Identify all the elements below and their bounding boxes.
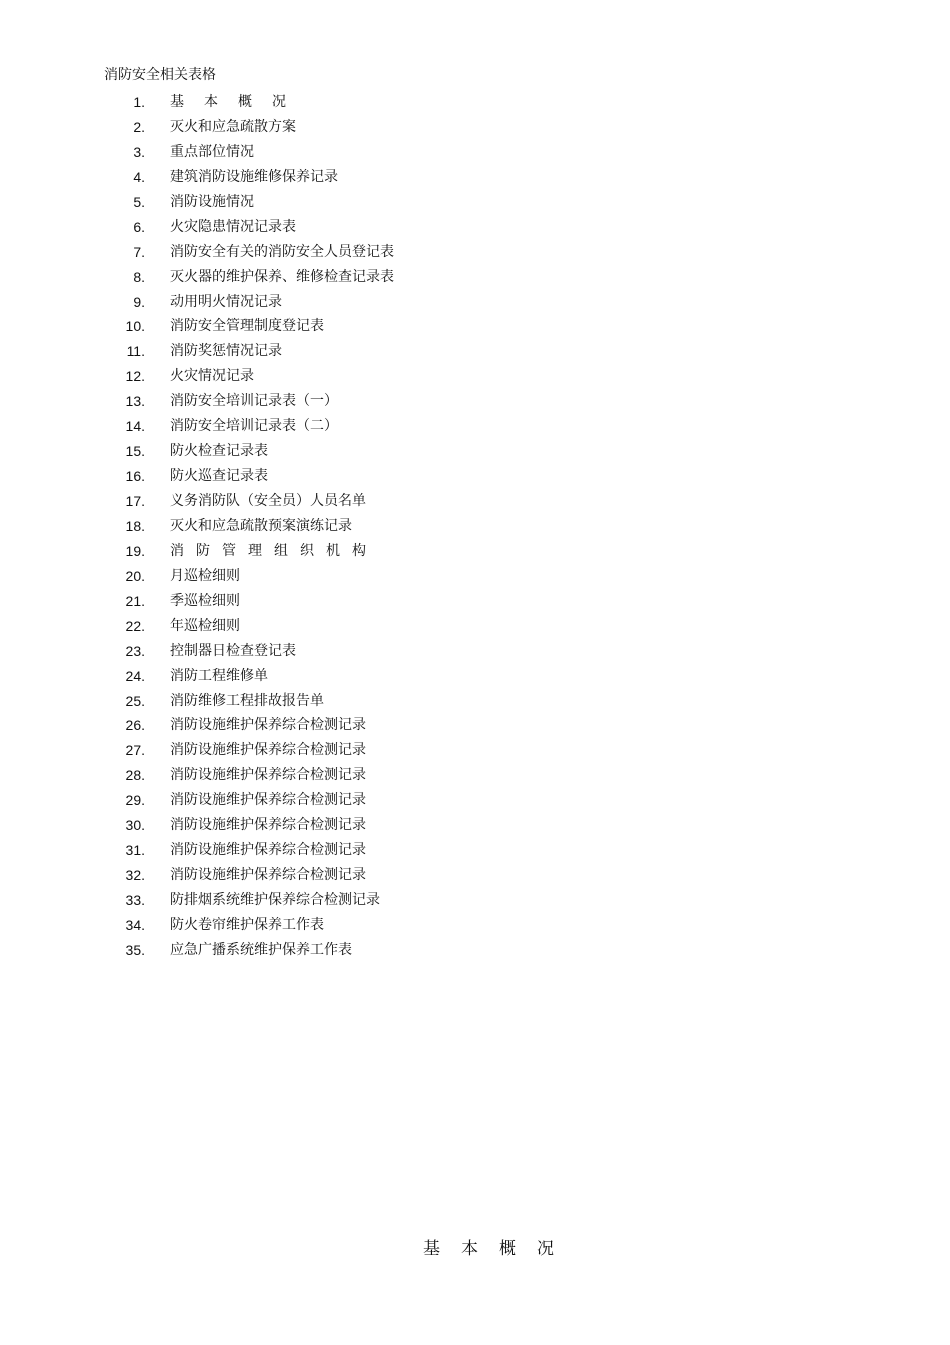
- item-text: 防排烟系统维护保养综合检测记录: [170, 892, 380, 908]
- item-text: 灭火和应急疏散预案演练记录: [170, 517, 352, 534]
- item-number: 14.: [125, 418, 145, 435]
- item-text: 年巡检细则: [170, 617, 240, 634]
- list-item: [0, 366, 950, 391]
- item-text: 消防安全培训记录表（二）: [170, 418, 338, 435]
- list-item: [0, 516, 950, 541]
- item-number: 3.: [133, 143, 145, 160]
- list-item: [0, 416, 950, 441]
- item-number: 10.: [125, 318, 145, 335]
- list-item: [0, 666, 950, 691]
- item-text: 消防工程维修单: [170, 667, 268, 684]
- item-number: 15.: [125, 443, 145, 460]
- item-number: 21.: [125, 592, 145, 609]
- item-text: 消防奖惩情况记录: [170, 343, 282, 360]
- item-number: 30.: [125, 817, 145, 834]
- item-text: 火灾隐患情况记录表: [170, 218, 296, 235]
- item-number: 7.: [133, 243, 145, 260]
- item-text: 消防安全有关的消防安全人员登记表: [170, 243, 394, 260]
- item-text: 义务消防队（安全员）人员名单: [170, 493, 366, 509]
- item-number: 32.: [125, 867, 145, 884]
- item-number: 28.: [125, 767, 145, 784]
- list-item: [0, 242, 950, 267]
- item-number: 24.: [125, 667, 145, 684]
- item-number: 8.: [133, 268, 145, 285]
- item-number: 26.: [125, 717, 145, 734]
- list-item: [0, 117, 950, 142]
- list-item: [0, 292, 950, 317]
- section-heading: 基本概况: [423, 1239, 575, 1259]
- item-text: 季巡检细则: [170, 592, 240, 609]
- item-text: 防火卷帘维护保养工作表: [170, 916, 324, 933]
- item-number: 12.: [125, 368, 145, 385]
- list-item: [0, 541, 950, 566]
- list-item: [0, 915, 950, 940]
- item-number: 6.: [133, 218, 145, 235]
- item-text: 消防维修工程排故报告单: [170, 692, 324, 709]
- item-number: 27.: [125, 742, 145, 759]
- item-text: 消防安全培训记录表（一）: [170, 393, 338, 410]
- list-item: [0, 890, 950, 915]
- item-text: 消防设施维护保养综合检测记录: [170, 792, 366, 809]
- list-item: [0, 715, 950, 740]
- item-text: 防火检查记录表: [170, 443, 268, 460]
- item-text: 防火巡查记录表: [170, 468, 268, 485]
- list-item: [0, 267, 950, 292]
- item-number: 9.: [133, 293, 145, 310]
- list-item: [0, 865, 950, 890]
- item-text: 应急广播系统维护保养工作表: [170, 941, 352, 958]
- item-number: 19.: [125, 542, 145, 559]
- item-number: 1.: [133, 94, 145, 110]
- table-of-contents: [0, 92, 950, 965]
- item-text: 建筑消防设施维修保养记录: [170, 168, 338, 185]
- item-text: 灭火器的维护保养、维修检查记录表: [170, 268, 394, 285]
- item-text: 重点部位情况: [170, 143, 254, 160]
- item-text: 消防设施维护保养综合检测记录: [170, 867, 366, 884]
- item-number: 34.: [125, 916, 145, 933]
- item-text: 控制器日检查登记表: [170, 642, 296, 659]
- item-number: 5.: [133, 193, 145, 210]
- list-item: [0, 167, 950, 192]
- item-number: 29.: [125, 792, 145, 809]
- item-number: 18.: [125, 517, 145, 534]
- list-item: [0, 566, 950, 591]
- item-number: 11.: [126, 343, 145, 360]
- list-item: [0, 441, 950, 466]
- document-title: 消防安全相关表格: [104, 67, 216, 83]
- list-item: [0, 142, 950, 167]
- list-item: [0, 316, 950, 341]
- item-text: 消防设施维护保养综合检测记录: [170, 767, 366, 784]
- item-number: 22.: [125, 617, 145, 634]
- item-number: 20.: [125, 567, 145, 584]
- list-item: [0, 940, 950, 965]
- list-item: [0, 92, 950, 117]
- item-text: 消防设施维护保养综合检测记录: [170, 817, 366, 834]
- list-item: [0, 466, 950, 491]
- list-item: [0, 192, 950, 217]
- list-item: [0, 740, 950, 765]
- list-item: [0, 641, 950, 666]
- item-text: 月巡检细则: [170, 567, 240, 584]
- item-text: 消防管理组织机构: [170, 542, 378, 559]
- item-number: 17.: [125, 493, 145, 509]
- item-number: 16.: [125, 468, 145, 485]
- item-text: 消防设施维护保养综合检测记录: [170, 842, 366, 859]
- item-number: 33.: [125, 892, 145, 908]
- item-text: 消防设施维护保养综合检测记录: [170, 742, 366, 759]
- item-text: 动用明火情况记录: [170, 293, 282, 310]
- item-number: 23.: [125, 642, 145, 659]
- item-text: 火灾情况记录: [170, 368, 254, 385]
- list-item: [0, 790, 950, 815]
- list-item: [0, 815, 950, 840]
- list-item: [0, 691, 950, 716]
- item-text: 灭火和应急疏散方案: [170, 118, 296, 135]
- item-number: 31.: [125, 842, 145, 859]
- list-item: [0, 840, 950, 865]
- list-item: [0, 765, 950, 790]
- item-text: 消防设施维护保养综合检测记录: [170, 717, 366, 734]
- item-number: 13.: [125, 393, 145, 410]
- item-text: 消防安全管理制度登记表: [170, 318, 324, 335]
- list-item: [0, 491, 950, 516]
- item-number: 35.: [125, 941, 145, 958]
- list-item: [0, 341, 950, 366]
- list-item: [0, 616, 950, 641]
- item-text: 基本概况: [170, 94, 306, 110]
- item-text: 消防设施情况: [170, 193, 254, 210]
- item-number: 4.: [133, 168, 145, 185]
- list-item: [0, 217, 950, 242]
- list-item: [0, 591, 950, 616]
- item-number: 25.: [125, 692, 145, 709]
- item-number: 2.: [133, 118, 145, 135]
- list-item: [0, 391, 950, 416]
